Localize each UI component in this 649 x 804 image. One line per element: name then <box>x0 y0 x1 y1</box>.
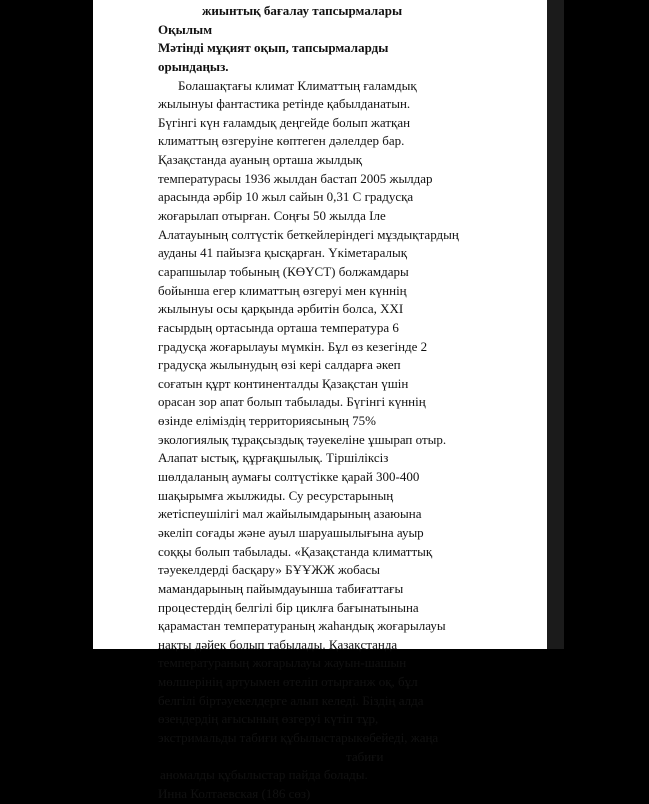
body-line: ауданы 41 пайызға қысқарған. Үкіметаралық <box>158 245 408 261</box>
body-line: температурасы 1936 жылдан бастап 2005 жылдар <box>158 170 433 186</box>
body-line: орасан зор апат болып табылады. Бүгінгі күннің <box>158 394 426 410</box>
body-line: мөлшерінің артуымен өтеліп отырғанж оқ, бұл <box>158 674 418 690</box>
body-line: градусқа жылынудың өзі кері салдарға әкеп <box>158 357 401 373</box>
body-line: градусқа жоғарылауы мүмкін. Бұл өз кезегінде 2 <box>158 338 428 354</box>
body-line: аномалды құбылыстар пайда болады. <box>160 767 368 783</box>
body-line: әкеліп соғады және ауыл шаруашылығына ауыр <box>158 524 424 540</box>
body-line: өзінде еліміздің территориясының 75% <box>158 413 376 429</box>
instruction-line: орындаңыз. <box>158 58 229 74</box>
body-line: соғатын құрт континенталды Қазақстан үшін <box>158 375 409 391</box>
body-line: экологиялық тұрақсыздық тәуекеліне ұшырап отыр. <box>158 431 447 447</box>
author-line: Инна Колтаевская (186 сөз) <box>158 785 311 801</box>
body-line: Қазақстанда ауаның орташа жылдық <box>158 152 363 168</box>
body-line: ғасырдың ортасында орташа температура 6 <box>158 319 399 335</box>
screen-edge <box>547 0 564 649</box>
body-line: өзендердің ағысының өзгеруі күтіп тұр, <box>158 711 379 727</box>
document-page <box>93 0 547 801</box>
body-line: Бүгінгі күн ғаламдық деңгейде болып жатқан <box>158 114 411 130</box>
instruction-line: Мәтінді мұқият оқып, тапсырмаларды <box>158 40 389 56</box>
body-line: арасында әрбір 10 жыл сайын 0,31 С градусқа <box>158 189 414 205</box>
body-line: климаттың өзгеруіне көптеген дәлелдер бар. <box>158 133 405 149</box>
body-line: Алатауының солтүстік беткейлеріндегі мұздықтардың <box>158 226 459 242</box>
body-line: тәуекелдерді басқару» БҰҰЖЖ жобасы <box>158 562 380 578</box>
body-line: шөлдаланың аумағы солтүстікке қарай 300-400 <box>158 469 420 485</box>
body-line: жылынуы фантастика ретінде қабылданатын. <box>158 96 411 112</box>
body-line: жетіспеушілігі мал жайылымдарының азаюына <box>158 506 422 522</box>
document-text <box>158 2 543 804</box>
body-line: соққы болып табылады. «Қазақстанда климаттық <box>158 543 433 559</box>
body-line: температураның жоғарылауы жауын-шашын <box>158 655 407 671</box>
body-line: экстримальды табиғи құбылыстарыкөбейеді, жаңа <box>158 729 439 745</box>
body-line: Алапат ыстық, құрғақшылық. Тіршіліксіз <box>158 450 389 466</box>
body-paragraph <box>158 77 543 748</box>
body-line: белгілі біртәуекелдерге алып келеді. Біздің алда <box>158 692 424 708</box>
body-line: табиғи <box>346 748 384 764</box>
body-line: процестердің белгілі бір циклға бағынатынына <box>158 599 419 615</box>
body-line: сарапшылар тобының (КӨҮСТ) болжамдары <box>158 263 409 279</box>
body-line: жоғарылап отырған. Соңғы 50 жылда Іле <box>158 208 386 224</box>
section-title: Оқылым <box>158 21 213 37</box>
body-line: қарамастан температураның жаһандық жоғарылауы <box>158 618 446 634</box>
body-line: жылынуы осы қарқында әрбитін болса, XXI <box>158 301 404 317</box>
document-heading: жиынтық бағалау тапсырмалары <box>202 3 403 18</box>
body-line: Болашақтағы климат Климаттың ғаламдық <box>178 77 417 93</box>
body-line: мамандарының пайымдауынша табиғаттағы <box>158 580 404 596</box>
body-line: шақырымға жылжиды. Су ресурстарының <box>158 487 394 503</box>
body-line: бойынша егер климаттың өзгеруі мен күннің <box>158 282 407 298</box>
body-line: нақты дәйек болып табылады. Қазақстанда <box>158 636 398 652</box>
